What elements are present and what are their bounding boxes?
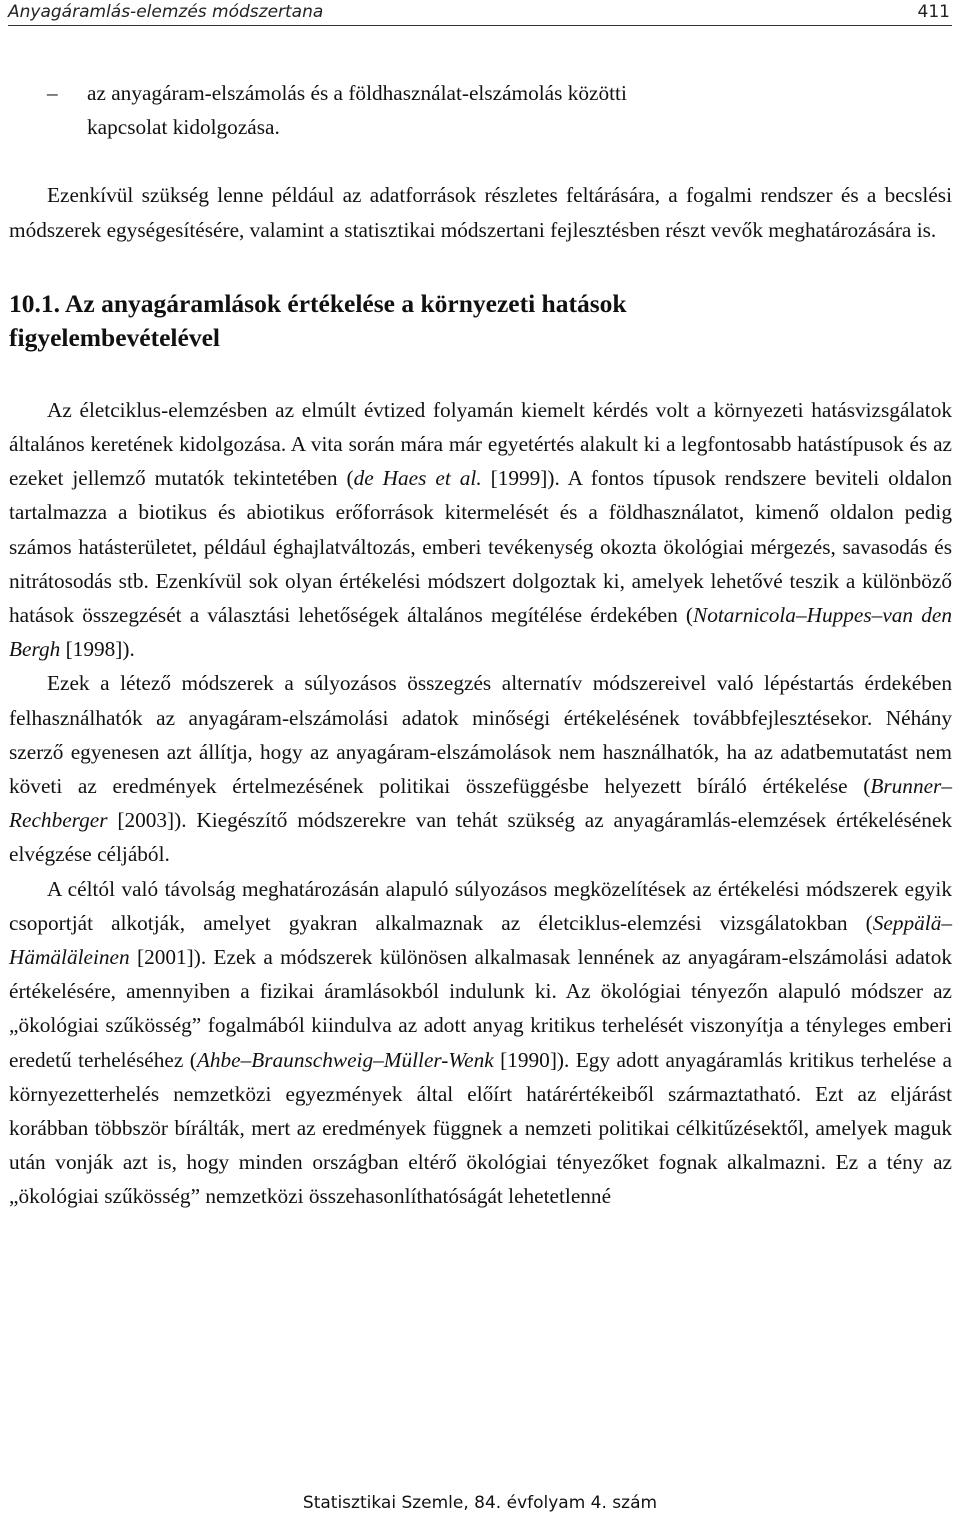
p2-citation-1: Brunner–Rechberger bbox=[9, 774, 952, 833]
p3-citation-2: Ahbe–Braunschweig–Müller-Wenk bbox=[196, 1047, 494, 1072]
p3-text-1: A céltól való távolság meghatározásán alapuló súlyozásos megközelítések az értékelési módszerek egyik csoportját alkotják, amelyet gyakran alkalmaznak az életciklus-elemzési vizsgálatokban ( bbox=[9, 876, 952, 935]
running-title: Anyagáramlás-elemzés módszertana bbox=[8, 2, 324, 22]
journal-footer: Statisztikai Szemle, 84. évfolyam 4. szám bbox=[302, 1493, 658, 1513]
paragraph-2 bbox=[9, 666, 952, 871]
section-heading-line1: 10.1. Az anyagáramlások értékelése a környezeti hatások bbox=[9, 288, 627, 318]
running-header bbox=[8, 0, 952, 24]
intro-paragraph: Ezenkívül szükség lenne például az adatforrások részletes feltárására, a fogalmi rendszer és a becslési módszerek egységesítésére, valamint a statisztikai módszertani fejlesztésben részt vevők meghatározására is. bbox=[9, 183, 952, 242]
p2-text-2: [2003]). Kiegészítő módszerekre van tehát szükség az anyagáramlás-elemzések értékelésének elvégzése céljából. bbox=[9, 808, 952, 867]
dash-list-item bbox=[9, 76, 952, 144]
p1-text-1: Az életciklus-elemzésben az elmúlt évtized folyamán kiemelt kérdés volt a környezeti hatásvizsgálatok általános keretének kidolgozása. A vita során mára már egyetértés alakult ki a legfontosabb hatástípusok és az ezeket jellemző mutatók tekintetében ( bbox=[9, 397, 952, 491]
section-heading bbox=[9, 287, 952, 355]
header-rule bbox=[8, 25, 952, 26]
p3-text-3: [1990]). Egy adott anyagáramlás kritikus terhelése a környezetterhelés nemzetközi egyezmények által előírt határértékeiből származtatható. Ezt az eljárást korábban többször bírálták, mert az eredmények függnek a nemzeti politikai célkitűzésektől, amelyek maguk után vonják azt is, hogy minden országban eltérő ökológiai tényezőket fognak alkalmazni. Ez a tény az „ökológiai szűkösség” nemzetközi összehasonlíthatóságát lehetetlenné bbox=[9, 1047, 952, 1209]
paragraph-3 bbox=[9, 872, 952, 1214]
dash-bullet: – bbox=[47, 81, 58, 105]
p3-text-2: [2001]). Ezek a módszerek különösen alkalmasak lennének az anyagáram-elszámolási adatok értékelésére, amennyiben a fizikai áramlásokból indulunk ki. Az ökológiai tényezőn alapuló módszer az „ökológiai szűkösség” fogalmából kiindulva az adott anyag kritikus terhelését viszonyítja a tényleges emberi eredetű terheléséhez ( bbox=[9, 945, 952, 1072]
dash-item-text-line1: az anyagáram-elszámolás és a földhasználat-elszámolás közötti bbox=[87, 81, 627, 105]
p1-text-3: [1998]). bbox=[60, 637, 135, 662]
page-body bbox=[9, 76, 952, 1214]
p1-text-2: [1999]). A fontos típusok rendszere beviteli oldalon tartalmazza a biotikus és abiotikus erőforrások kitermelését és a földhasználatot, kimenő oldalon pedig számos hatásterületet, például éghajlatváltozás, emberi tevékenység okozta ökológiai mérgezés, savasodás és nitrátosodás stb. Ezenkívül sok olyan értékelési módszert dolgoztak ki, amelyek lehetővé teszik a különböző hatások összegzését a választási lehetőségek általános megítélése érdekében ( bbox=[9, 466, 952, 628]
p3-citation-1: Seppälä–Hämäläleinen bbox=[9, 910, 952, 970]
dash-item-text-line2: kapcsolat kidolgozása. bbox=[87, 115, 280, 140]
p1-citation-2: Notarnicola–Huppes–van den Bergh bbox=[9, 603, 953, 662]
page-number: 411 bbox=[917, 2, 950, 22]
p1-citation-1: de Haes et al. bbox=[353, 466, 482, 491]
paragraph-1 bbox=[9, 393, 952, 667]
section-heading-line2: figyelembevételével bbox=[9, 322, 220, 352]
p2-text-1: Ezek a létező módszerek a súlyozásos összegzés alternatív módszereivel való lépéstartás érdekében felhasználhatók az anyagáram-elszámolási adatok minőségi értékelésének továbbfejlesztésekor. Néhány szerző egyenesen azt állítja, hogy az anyagáram-elszámolások nem használhatók, ha az adatbemutatást nem követi az eredmények értelmezésének politikai összefüggésbe helyezett bíráló értékelése ( bbox=[9, 671, 952, 799]
